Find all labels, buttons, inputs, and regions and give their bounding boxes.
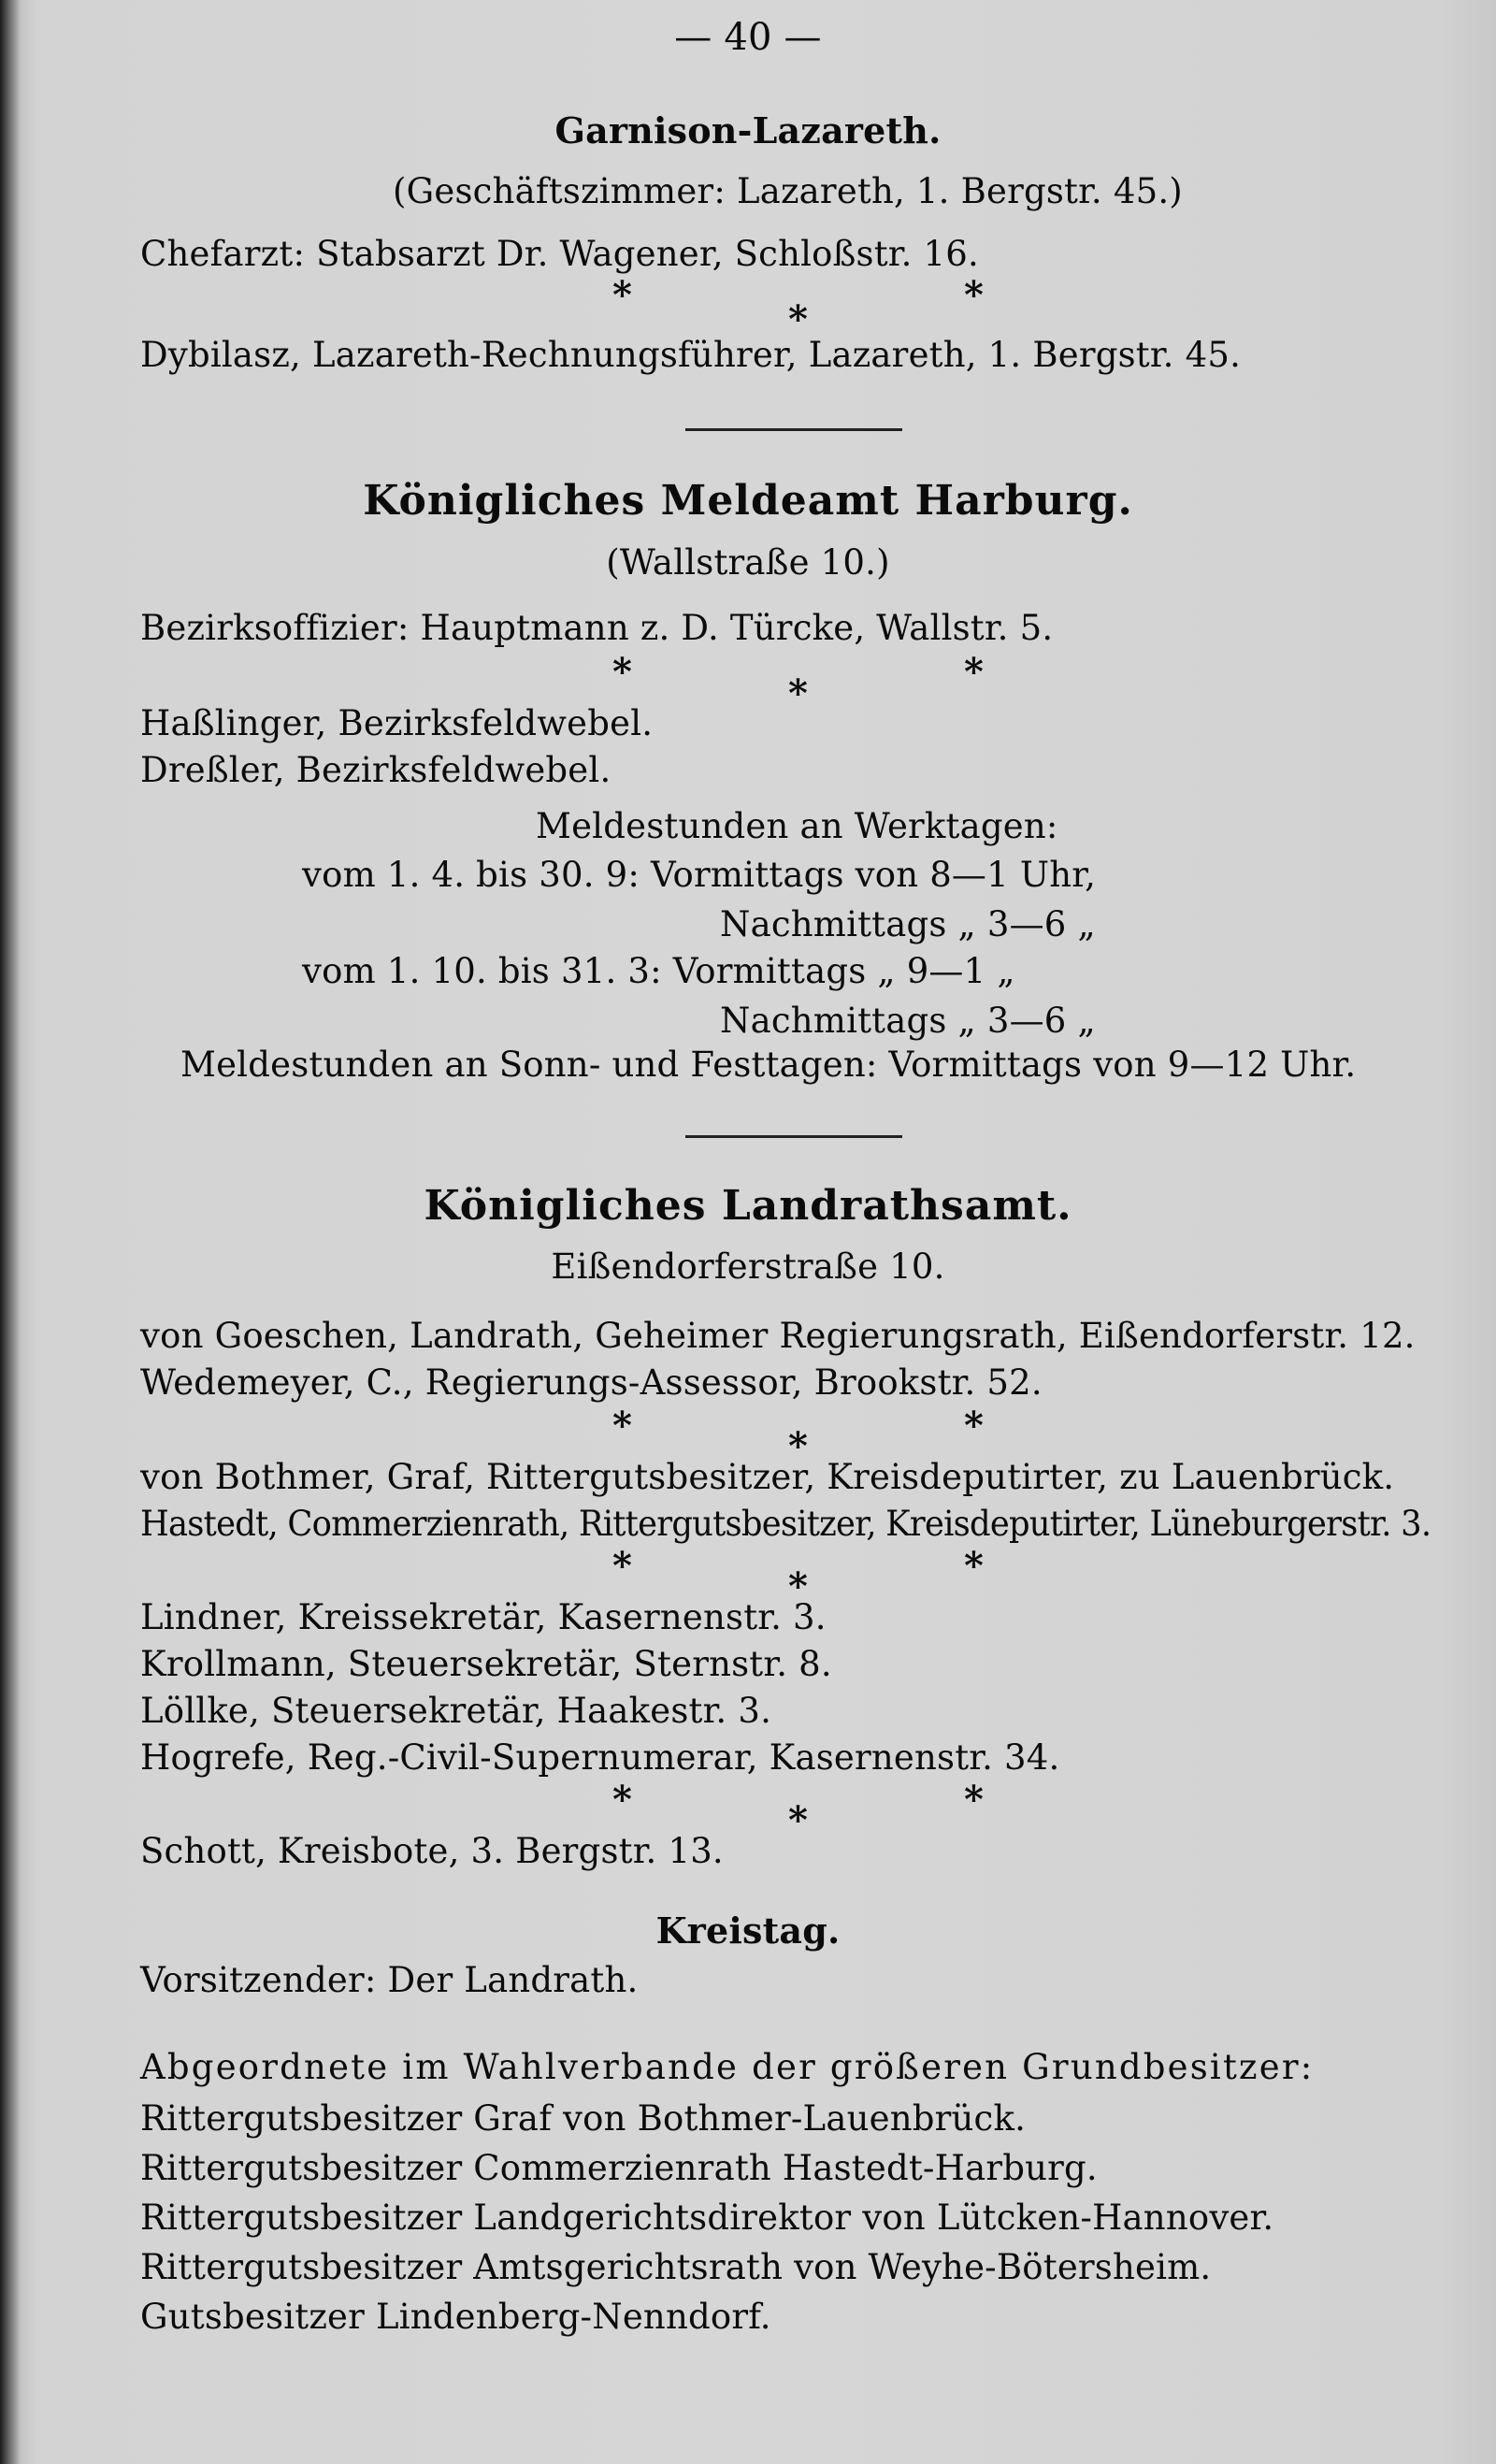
landrathsamt-entry: Löllke, Steuersekretär, Haakestr. 3. (140, 1691, 772, 1731)
landrathsamt-entry: Hogrefe, Reg.-Civil-Supernumerar, Kasernenstr. 34. (140, 1737, 1060, 1778)
landrathsamt-entry: Lindner, Kreissekretär, Kasernenstr. 3. (140, 1597, 827, 1637)
kreistag-delegate: Rittergutsbesitzer Amtsgerichtsrath von Weyhe-Bötersheim. (140, 2247, 1212, 2287)
separator-star: * (612, 1404, 632, 1448)
section-title-landrathsamt: Königliches Landrathsamt. (424, 1182, 1072, 1230)
section-divider (685, 428, 902, 431)
page-number: — 40 — (674, 16, 822, 59)
separator-star: * (612, 1544, 632, 1588)
meldeamt-hours-title: Meldestunden an Werktagen: (536, 806, 1058, 846)
kreistag-delegate: Rittergutsbesitzer Commerzienrath Hastedt-Harburg. (140, 2148, 1098, 2188)
separator-star: * (612, 650, 632, 694)
separator-star: * (612, 1778, 632, 1822)
separator-star: * (964, 1544, 984, 1588)
landrathsamt-entry: von Bothmer, Graf, Rittergutsbesitzer, Kreisdeputirter, zu Lauenbrück. (140, 1457, 1395, 1497)
separator-star: * (964, 1778, 984, 1822)
garnison-member: Dybilasz, Lazareth-Rechnungsführer, Lazareth, 1. Bergstr. 45. (140, 335, 1242, 375)
meldeamt-officer: Bezirksoffizier: Hauptmann z. D. Türcke, Wallstr. 5. (140, 608, 1054, 648)
separator-star: * (788, 297, 808, 341)
section-divider (685, 1135, 902, 1138)
landrathsamt-entry: Wedemeyer, C., Regierungs-Assessor, Brookstr. 52. (140, 1362, 1043, 1403)
section-title-kreistag: Kreistag. (655, 1909, 841, 1952)
separator-star: * (788, 1424, 808, 1468)
meldeamt-hours-row: vom 1. 4. bis 30. 9: Vormittags von 8—1 Uhr, (302, 855, 1097, 895)
kreistag-chair: Vorsitzender: Der Landrath. (140, 1960, 639, 2000)
separator-star: * (788, 671, 808, 715)
meldeamt-address: (Wallstraße 10.) (606, 542, 890, 583)
meldeamt-member: Dreßler, Bezirksfeldwebel. (140, 750, 611, 790)
separator-star: * (612, 273, 632, 317)
separator-star: * (964, 273, 984, 317)
kreistag-delegate: Gutsbesitzer Lindenberg-Nenndorf. (140, 2297, 771, 2337)
section-title-meldeamt: Königliches Meldeamt Harburg. (363, 477, 1133, 525)
meldeamt-holiday-hours: Meldestunden an Sonn- und Festtagen: Vormittags von 9—12 Uhr. (180, 1045, 1357, 1085)
meldeamt-member: Haßlinger, Bezirksfeldwebel. (140, 703, 654, 743)
separator-star: * (964, 650, 984, 694)
meldeamt-hours-row: Nachmittags „ 3—6 „ (720, 904, 1096, 944)
kreistag-delegate: Rittergutsbesitzer Landgerichtsdirektor von Lütcken-Hannover. (140, 2197, 1274, 2238)
kreistag-delegate: Rittergutsbesitzer Graf von Bothmer-Lauenbrück. (140, 2098, 1027, 2139)
garnison-chief: Chefarzt: Stabsarzt Dr. Wagener, Schloßstr. 16. (140, 234, 979, 274)
kreistag-delegates-title: Abgeordnete im Wahlverbande der größeren Grundbesitzer: (140, 2047, 1315, 2087)
separator-star: * (964, 1404, 984, 1448)
separator-star: * (788, 1798, 808, 1842)
landrathsamt-entry: von Goeschen, Landrath, Geheimer Regierungsrath, Eißendorferstr. 12. (140, 1316, 1416, 1356)
landrathsamt-entry: Krollmann, Steuersekretär, Sternstr. 8. (140, 1644, 832, 1684)
meldeamt-hours-row: vom 1. 10. bis 31. 3: Vormittags „ 9—1 „ (302, 951, 1015, 991)
separator-star: * (788, 1564, 808, 1608)
landrathsamt-entry: Schott, Kreisbote, 3. Bergstr. 13. (140, 1831, 724, 1871)
section-title-garnison: Garnison-Lazareth. (554, 109, 942, 151)
garnison-office: (Geschäftszimmer: Lazareth, 1. Bergstr. 45.) (393, 171, 1183, 211)
landrathsamt-address: Eißendorferstraße 10. (551, 1246, 945, 1287)
meldeamt-hours-row: Nachmittags „ 3—6 „ (720, 1001, 1096, 1041)
landrathsamt-entry: Hastedt, Commerzienrath, Rittergutsbesitzer, Kreisdeputirter, Lüneburgerstr. 3. (140, 1504, 1431, 1544)
